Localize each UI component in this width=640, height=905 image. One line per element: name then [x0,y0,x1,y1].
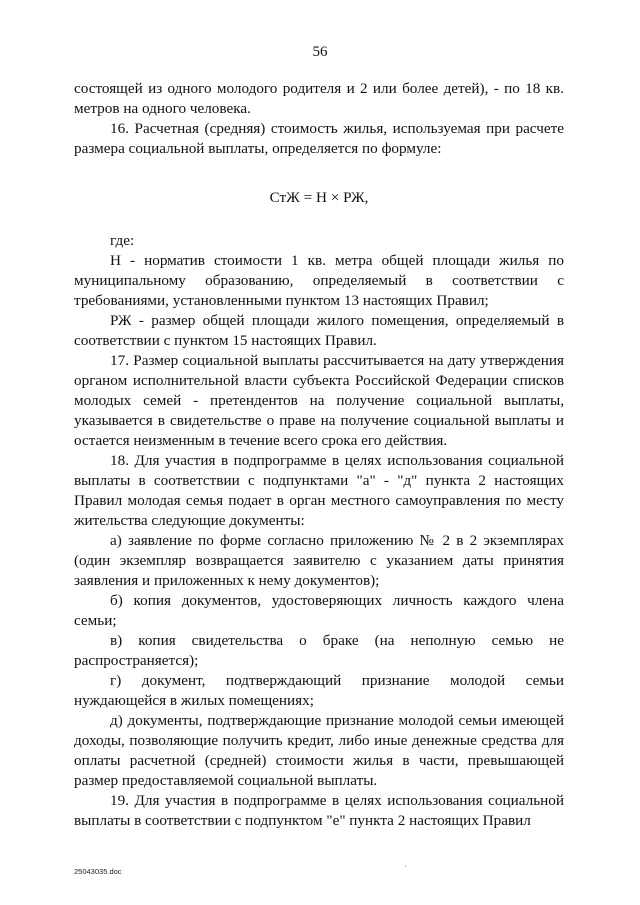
paragraph-16: 16. Расчетная (средняя) стоимость жилья, используемая при расчете размера социальной выплаты, определяется по формуле: [74,120,564,157]
paragraph-continuation: состоящей из одного молодого родителя и 2 или более детей), - по 18 кв. метров на одного человека. [74,80,564,117]
footer-filename: 25043035.doc [74,867,122,876]
paragraph-17: 17. Размер социальной выплаты рассчитывается на дату утверждения органом исполнительной власти субъекта Российской Федерации списков молодых семей - претендентов на получение социальной выплаты, указывается в свидетельстве о праве на получение социальной выплаты и остается неизменным в течение всего срока его действия. [74,352,564,449]
document-body [74,79,564,831]
definition-rzh: РЖ - размер общей площади жилого помещения, определяемый в соответствии с пунктом 15 настоящих Правил. [74,312,564,349]
formula: СтЖ = Н × РЖ, [269,189,369,206]
item-v: в) копия свидетельства о браке (на неполную семью не распространяется); [74,632,564,669]
item-g: г) документ, подтверждающий признание молодой семьи нуждающейся в жилых помещениях; [74,672,564,709]
scan-dot: · [404,862,407,871]
definition-n: Н - норматив стоимости 1 кв. метра общей площади жилья по муниципальному образованию, определяемый в соответствии с требованиями, установленными пунктом 13 настоящих Правил; [74,252,564,309]
item-d: д) документы, подтверждающие признание молодой семьи имеющей доходы, позволяющие получить кредит, либо иные денежные средства для оплаты расчетной (средней) стоимости жилья в части, превышающей размер предоставляемой социальной выплаты. [74,712,564,789]
page-number: 56 [312,44,328,60]
item-a: а) заявление по форме согласно приложению № 2 в 2 экземплярах (один экземпляр возвращается заявителю с указанием даты принятия заявления и приложенных к нему документов); [74,532,564,589]
paragraph-19: 19. Для участия в подпрограмме в целях использования социальной выплаты в соответствии с подпунктом "е" пункта 2 настоящих Правил [74,792,564,829]
item-b: б) копия документов, удостоверяющих личность каждого члена семьи; [74,592,564,629]
where-label: где: [110,232,135,249]
paragraph-18: 18. Для участия в подпрограмме в целях использования социальной выплаты в соответствии с подпунктами "а" - "д" пункта 2 настоящих Правил молодая семья подает в орган местного самоуправления по месту жительства следующие документы: [74,452,564,529]
